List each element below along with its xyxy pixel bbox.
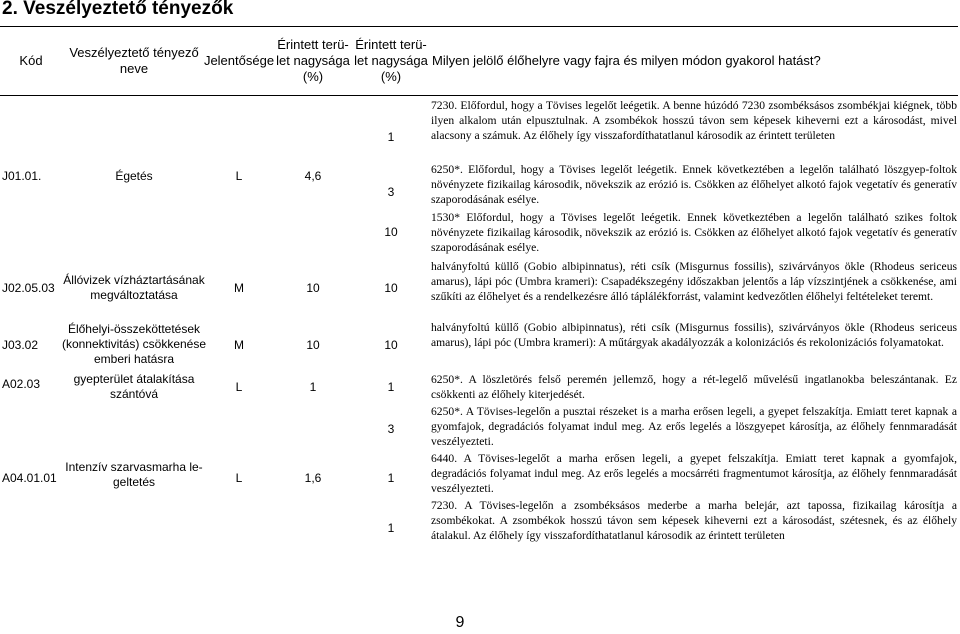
row-5-kod: A04.01.01 — [2, 471, 57, 485]
description-6: 6250*. A löszletörés felső peremén jellemző, hogy a rét-legelő művelésű ingatlanokba beleszántanak. Ez csökkenti az élőhely kiterjedését. — [431, 373, 957, 401]
sub-value-1: 1 — [387, 130, 395, 144]
col-header-erintett-2-line2: let nagysága — [354, 53, 428, 68]
col-header-erintett-2 — [350, 37, 432, 85]
row-4-jelentoseg: L — [235, 380, 243, 394]
sub-value-3: 10 — [384, 225, 398, 239]
row-5-jelentoseg: L — [235, 471, 243, 485]
sub-value-5: 10 — [384, 338, 398, 352]
col-header-milyen: Milyen jelölő élőhelyre vagy fajra és milyen módon gyakorol hatást? — [432, 53, 821, 68]
sub-value-6: 1 — [387, 380, 395, 394]
row-4-nagysag: 1 — [309, 380, 317, 394]
row-2-nev-line2: megváltoztatása — [90, 288, 178, 302]
row-4-kod: A02.03 — [2, 377, 41, 391]
page-number: 9 — [455, 614, 465, 631]
col-header-erintett-2-line3: (%) — [380, 69, 402, 84]
col-header-erintett-1 — [272, 37, 354, 85]
col-header-erintett-1-line1: Érintett terü- — [277, 37, 349, 52]
row-4-nev-line2: szántóvá — [109, 387, 159, 401]
description-2: 6250*. Előfordul, hogy a Tövises legelőt leégetik. Ennek következtében a legelőn található löszgyep-foltok növényzete fizikailag károsodik, növekszik az erózió is. Csökken az élőhelyet alkotó fajok vegetatív és generatív szaporodásának esélye. — [431, 163, 957, 206]
row-1-nev: Égetés — [115, 169, 153, 183]
section-heading: 2. Veszélyeztető tényezők — [2, 0, 234, 19]
description-3: 1530* Előfordul, hogy a Tövises legelőt leégetik. Ennek következtében a legelőn található szikes foltok növényzete fizikailag károsodik, növekszik az erózió is. Csökken az élőhelyet alkotó fajok vegetatív és generatív szaporodásának esélye. — [431, 211, 957, 254]
col-header-kod: Kód — [19, 53, 43, 68]
description-4: halványfoltú küllő (Gobio albipinnatus), réti csík (Misgurnus fossilis), szivárványos ökle (Rhodeus sericeus amarus), lápi póc (Umbra krameri): Csapadékszegény időszakban jelentős a láp vízszintjének a csökkenése, ami szűkíti az élőhelyet és a rendelkezésre álló táplálékforrást, valamint kedvezőtlen élőhelyi feltételeket teremt. — [431, 260, 957, 303]
sub-value-2: 3 — [387, 185, 395, 199]
col-header-erintett-2-line1: Érintett terü- — [355, 37, 427, 52]
row-4-nev — [60, 372, 208, 402]
col-header-jelentoseg: Jelentősége — [203, 53, 275, 68]
col-header-erintett-1-line3: (%) — [302, 69, 324, 84]
row-1-nagysag: 4,6 — [304, 169, 322, 183]
table-top-rule — [0, 26, 958, 27]
description-9: 7230. A Tövises-legelőn a zsombéksásos mederbe a marha belejár, azt tapossa, fizikailag károsítja a zsombékokat. A zsombékok hosszú távon sem képesek kiheverni ezt a károsodást, szétesnek, és az élőhely átalakul. Az élőhely így visszafordíthatatlanul károsodik az érintett területen — [431, 499, 957, 542]
row-2-nev-line1: Állóvizek vízháztartásának — [63, 273, 205, 287]
sub-value-8: 1 — [387, 471, 395, 485]
col-header-tenyezo-line2: neve — [119, 61, 149, 76]
row-1-kod: J01.01. — [2, 169, 42, 183]
col-header-erintett-1-line2: let nagysága — [276, 53, 350, 68]
row-3-jelentoseg: M — [234, 338, 244, 352]
sub-value-9: 1 — [387, 521, 395, 535]
description-7: 6250*. A Tövises-legelőn a pusztai részeket is a marha erősen legeli, a gyepet felszakítja. Emiatt teret kapnak a gyomfajok, degradációs folyamat indul meg. Az erős legelés a löszgyepet károsítja, az élőhely fennmaradását veszélyezteti. — [431, 405, 957, 448]
row-5-nagysag: 1,6 — [304, 471, 322, 485]
col-header-tenyezo-line1: Veszélyeztető tényező — [69, 45, 199, 60]
row-1-jelentoseg: L — [235, 169, 243, 183]
row-5-nev-line1: Intenzív szarvasmarha le- — [65, 460, 203, 474]
row-3-nev-line3: emberi hatásra — [93, 352, 175, 366]
row-3-nev-line1: Élőhelyi-összeköttetések — [67, 322, 201, 336]
description-5: halványfoltú küllő (Gobio albipinnatus), réti csík (Misgurnus fossilis), szivárványos ökle (Rhodeus sericeus amarus), lápi póc (Umbra krameri): A műtárgyak akadályozzák a kolonizációs és rekolonizációs folyamatokat. — [431, 321, 957, 349]
row-2-jelentoseg: M — [234, 281, 244, 295]
header-bottom-rule — [0, 95, 958, 96]
row-2-nagysag: 10 — [306, 281, 320, 295]
row-3-nagysag: 10 — [306, 338, 320, 352]
description-1: 7230. Előfordul, hogy a Tövises legelőt leégetik. A benne húzódó 7230 zsombéksásos zsombékjai kiégnek, több ilyen alkalom után elpusztulnak. A zsombékok hosszú távon sem képesek kiheverni ezt a károsodást, mivel alacsony a számuk. Az élőhely így visszafordíthatatlanul károsodik az érintett területen — [431, 99, 957, 142]
row-3-kod: J03.02 — [2, 338, 39, 352]
row-3-nev-line2: (konnektivitás) csökkenése — [61, 337, 207, 351]
sub-value-4: 10 — [384, 281, 398, 295]
row-3-nev — [60, 322, 208, 367]
row-4-nev-line1: gyepterület átalakítása — [73, 372, 195, 386]
sub-value-7: 3 — [387, 422, 395, 436]
row-2-kod: J02.05.03 — [2, 281, 55, 295]
row-2-nev — [60, 273, 208, 303]
row-5-nev — [60, 460, 208, 490]
col-header-tenyezo — [64, 45, 204, 77]
row-5-nev-line2: geltetés — [112, 475, 156, 489]
description-8: 6440. A Tövises-legelőt a marha erősen legeli, a gyepet felszakítja. Emiatt teret kapnak a gyomfajok, degradációs folyamat indul meg. Az erős legelés a mocsárréti fragmentumot károsítja, az élőhely fennmaradását veszélyezteti. — [431, 452, 957, 495]
